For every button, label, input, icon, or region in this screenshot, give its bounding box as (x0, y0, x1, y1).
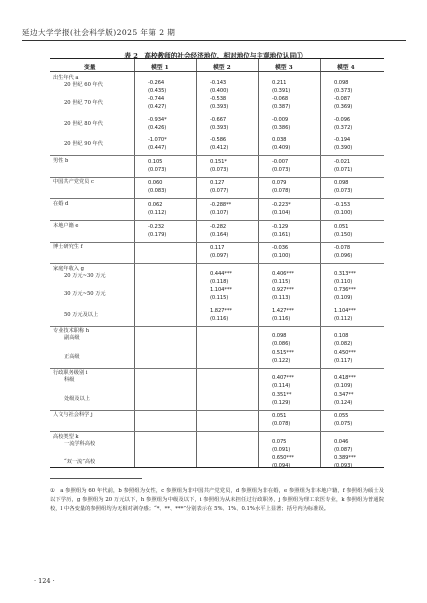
table-row (50, 115, 384, 135)
table-row (50, 348, 384, 368)
variable-label: 中国共产党党员 c (53, 179, 94, 186)
running-header: 延边大学学报(社会科学版)2025 年第 2 期 (22, 28, 176, 37)
coefficient-model-2: 1.827*** (210, 307, 232, 314)
coefficient-model-3: -0.129 (272, 223, 289, 230)
coefficient-model-3: 0.075 (272, 438, 287, 445)
std-error-model-4: (0.372) (334, 124, 353, 131)
category-label: 副高级 (64, 335, 80, 342)
std-error-model-1: (0.435) (148, 88, 167, 94)
coefficient-model-4: -0.194 (334, 137, 351, 144)
std-error-model-4: (0.082) (334, 341, 353, 348)
std-error-model-3: (0.073) (272, 166, 291, 173)
coefficient-model-3: -0.223* (272, 202, 291, 208)
coefficient-model-2: 0.444*** (210, 270, 232, 277)
std-error-model-3: (0.386) (272, 124, 291, 131)
table-row (50, 243, 384, 263)
coefficient-model-3: 0.051 (272, 413, 287, 420)
header-variable: 变量 (84, 65, 96, 71)
category-label: 50 万元及以上 (64, 311, 99, 318)
std-error-model-2: (0.097) (210, 253, 229, 260)
variable-label: 男性 b (53, 157, 69, 164)
header-model-4: 模型 4 (337, 65, 355, 71)
table-row (50, 157, 384, 177)
page-number: · 124 · (34, 577, 55, 585)
std-error-model-4: (0.390) (334, 145, 353, 152)
coefficient-model-3: -0.007 (272, 158, 289, 165)
std-error-model-3: (0.409) (272, 145, 291, 152)
std-error-model-2: (0.393) (210, 124, 229, 131)
coefficient-model-2: 0.127 (210, 180, 225, 187)
coefficient-model-4: 0.098 (334, 80, 349, 86)
std-error-model-2: (0.400) (210, 88, 229, 94)
coefficient-model-2: 0.117 (210, 245, 225, 252)
std-error-model-4: (0.112) (334, 315, 353, 322)
std-error-model-4: (0.124) (334, 399, 353, 406)
coefficient-model-2: -0.586 (210, 137, 227, 144)
coefficient-model-3: 0.515*** (272, 349, 294, 356)
std-error-model-3: (0.161) (272, 231, 291, 238)
std-error-model-1: (0.426) (148, 124, 167, 131)
std-error-model-2: (0.164) (210, 231, 229, 238)
coefficient-model-4: 0.046 (334, 438, 349, 445)
std-error-model-3: (0.115) (272, 278, 291, 285)
category-label: 科级 (64, 377, 75, 384)
std-error-model-2: (0.115) (210, 295, 229, 302)
std-error-model-4: (0.075) (334, 421, 353, 428)
table-row (50, 222, 384, 242)
std-error-model-3: (0.086) (272, 341, 291, 348)
table-row (50, 390, 384, 410)
coefficient-model-2: -0.538 (210, 96, 227, 103)
category-label: 30 万元~50 万元 (64, 291, 106, 298)
variable-label: 高校类型 k (53, 433, 79, 440)
std-error-model-4: (0.110) (334, 278, 353, 285)
std-error-model-3: (0.391) (272, 88, 291, 94)
coefficient-model-4: -0.021 (334, 158, 351, 165)
coefficient-model-3: 0.079 (272, 180, 287, 187)
std-error-model-1: (0.083) (148, 188, 167, 195)
coefficient-model-3: -0.009 (272, 116, 289, 123)
variable-label: 专业技术职称 h (53, 328, 90, 335)
std-error-model-3: (0.078) (272, 188, 291, 195)
coefficient-model-4: 0.450*** (334, 349, 356, 356)
table-row (50, 74, 384, 94)
table-row (50, 265, 384, 285)
coefficient-model-2: 1.104*** (210, 287, 232, 294)
variable-label: 行政职务级别 i (53, 370, 88, 377)
std-error-model-1: (0.179) (148, 231, 167, 238)
coefficient-model-4: -0.153 (334, 202, 351, 208)
std-error-model-2: (0.118) (210, 278, 229, 285)
coefficient-model-4: 0.389*** (334, 455, 356, 462)
std-error-model-2: (0.116) (210, 315, 229, 322)
coefficient-model-3: 0.650*** (272, 455, 294, 462)
variable-label: 在婚 d (53, 201, 69, 207)
std-error-model-3: (0.116) (272, 315, 291, 322)
footnote-rule (50, 478, 142, 479)
header-model-3: 模型 3 (275, 65, 293, 71)
std-error-model-4: (0.100) (334, 210, 353, 216)
coefficient-model-1: 0.105 (148, 158, 163, 165)
category-label: 20 世纪 90 年代 (64, 141, 103, 148)
std-error-model-1: (0.073) (148, 166, 167, 173)
std-error-model-2: (0.107) (210, 210, 229, 216)
coefficient-model-1: -0.934* (148, 116, 167, 123)
category-label: 正高级 (64, 353, 80, 360)
table-row (50, 327, 384, 347)
std-error-model-4: (0.087) (334, 446, 353, 453)
category-label: 一流学科高校 (64, 440, 96, 447)
coefficient-model-4: 0.098 (334, 180, 349, 187)
table-row (50, 433, 384, 453)
coefficient-model-3: 0.038 (272, 137, 287, 144)
std-error-model-1: (0.112) (148, 210, 167, 216)
coefficient-model-4: 0.055 (334, 413, 349, 420)
footnote: ① a 参照组为 60 年代前，b 参照组为女性，c 参照组为非中国共产党党员，d 参照组为非在婚，e 参照组为非本地户籍，f 参照组为硕士及以下学历，g 参照组为 20 万元以下，h 参照组为中级及以下，i 参照组为从未担任过行政职务，j 参照组为理工农医专业，k 参照组为普通院校，l 中各变量的参照组均为无相对剥夺感；“*、**、***”分别表示在 5%、1%、0.1%水平上显著；括号内为标准误。 (50, 488, 384, 512)
coefficient-model-1: 0.062 (148, 202, 163, 208)
coefficient-model-3: 0.098 (272, 333, 287, 340)
std-error-model-3: (0.091) (272, 446, 291, 453)
coefficient-model-3: 1.427*** (272, 307, 294, 314)
table-header-row (50, 59, 384, 72)
std-error-model-2: (0.073) (210, 166, 229, 173)
header-model-1: 模型 1 (151, 65, 169, 71)
variable-label: 本地户籍 e (53, 222, 79, 229)
coefficient-model-1: -0.264 (148, 80, 165, 86)
coefficient-model-2: 0.151* (210, 158, 227, 165)
coefficient-model-4: -0.087 (334, 96, 351, 103)
variable-label: 出生年代 a (53, 75, 79, 81)
std-error-model-2: (0.412) (210, 145, 229, 152)
table-caption: 表 2 高校教师的社会经济地位、相对地位与主观地位认同① (124, 52, 303, 60)
std-error-model-4: (0.073) (334, 188, 353, 195)
table-row (50, 411, 384, 431)
coefficient-model-3: 0.927*** (272, 287, 294, 294)
std-error-model-3: (0.104) (272, 210, 291, 216)
coefficient-model-2: -0.143 (210, 80, 227, 86)
std-error-model-2: (0.077) (210, 188, 229, 195)
header-model-2: 模型 2 (213, 65, 231, 71)
std-error-model-3: (0.122) (272, 357, 291, 364)
table-row (50, 94, 384, 114)
coefficient-model-4: 0.313*** (334, 270, 356, 277)
table-row (50, 285, 384, 305)
regression-table (50, 58, 384, 468)
coefficient-model-4: 0.736*** (334, 287, 356, 294)
coefficient-model-4: -0.078 (334, 245, 351, 252)
variable-label: 人文与社会科学 j (53, 412, 93, 419)
coefficient-model-1: -1.070* (148, 137, 167, 144)
coefficient-model-3: 0.406*** (272, 270, 294, 277)
std-error-model-4: (0.071) (334, 166, 353, 173)
coefficient-model-3: -0.036 (272, 245, 289, 252)
std-error-model-4: (0.150) (334, 231, 353, 238)
std-error-model-4: (0.373) (334, 88, 353, 94)
std-error-model-3: (0.113) (272, 295, 291, 302)
std-error-model-3: (0.129) (272, 399, 291, 406)
category-label: 处级及以上 (64, 395, 90, 402)
std-error-model-1: (0.427) (148, 104, 167, 111)
table-row (50, 135, 384, 155)
std-error-model-4: (0.109) (334, 295, 353, 302)
coefficient-model-2: -0.667 (210, 116, 227, 123)
coefficient-model-3: 0.407*** (272, 375, 294, 382)
table-row (50, 306, 384, 326)
coefficient-model-4: -0.096 (334, 116, 351, 123)
coefficient-model-3: 0.351** (272, 391, 292, 398)
category-label: 20 世纪 80 年代 (64, 120, 103, 127)
coefficient-model-2: -0.282 (210, 223, 227, 230)
coefficient-model-1: -0.744 (148, 96, 165, 103)
coefficient-model-3: 0.211 (272, 80, 287, 86)
variable-label: 家庭年收入 g (53, 265, 84, 272)
coefficient-model-4: 0.347** (334, 391, 354, 398)
coefficient-model-2: -0.288** (210, 202, 232, 208)
std-error-model-3: (0.114) (272, 383, 291, 390)
std-error-model-4: (0.117) (334, 357, 353, 364)
coefficient-model-4: 0.108 (334, 333, 349, 340)
variable-label: 博士研究生 f (53, 244, 83, 251)
std-error-model-4: (0.093) (334, 463, 353, 470)
table-row (50, 200, 384, 220)
coefficient-model-4: 0.418*** (334, 375, 356, 382)
table-row (50, 178, 384, 198)
std-error-model-4: (0.369) (334, 104, 353, 111)
header-rule (22, 40, 406, 41)
category-label: 20 世纪 60 年代 (64, 82, 103, 88)
std-error-model-3: (0.100) (272, 253, 291, 260)
std-error-model-3: (0.078) (272, 421, 291, 428)
std-error-model-4: (0.096) (334, 253, 353, 260)
std-error-model-2: (0.393) (210, 104, 229, 111)
std-error-model-4: (0.109) (334, 383, 353, 390)
coefficient-model-1: -0.232 (148, 223, 165, 230)
coefficient-model-3: -0.068 (272, 96, 289, 103)
table-row (50, 453, 384, 473)
table-row (50, 369, 384, 389)
std-error-model-3: (0.094) (272, 463, 291, 470)
category-label: “双一流”高校 (64, 459, 96, 466)
coefficient-model-1: 0.060 (148, 180, 163, 187)
category-label: 20 世纪 70 年代 (64, 100, 103, 107)
category-label: 20 万元~30 万元 (64, 272, 106, 279)
coefficient-model-4: 0.051 (334, 223, 349, 230)
std-error-model-1: (0.447) (148, 145, 167, 152)
std-error-model-3: (0.387) (272, 104, 291, 111)
coefficient-model-4: 1.104*** (334, 307, 356, 314)
